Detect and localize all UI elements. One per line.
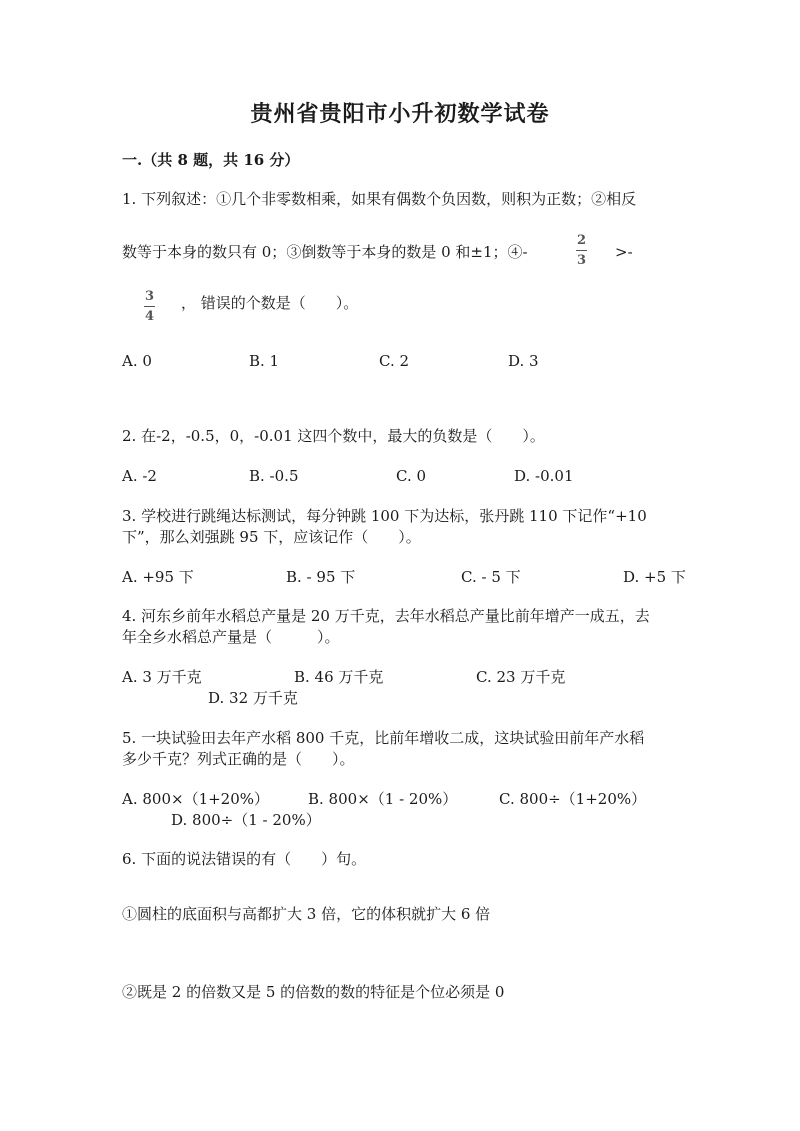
q5-line2: 多少千克？列式正确的是（ ）。 <box>122 750 355 768</box>
q1-line2: 数等于本身的数只有 0；③倒数等于本身的数是 0 和±1；④- <box>122 243 528 261</box>
q4-option-c: C. 23 万千克 <box>476 668 566 686</box>
q1-fraction-3-4 <box>144 289 155 324</box>
q4-option-d: D. 32 万千克 <box>208 689 298 707</box>
q1-line1: 1. 下列叙述：①几个非零数相乘，如果有偶数个负因数，则积为正数；②相反 <box>122 190 637 208</box>
q5-option-b: B. 800×（1 - 20%） <box>308 790 458 808</box>
q3-option-d: D. +5 下 <box>623 568 686 586</box>
q2-option-b: B. -0.5 <box>249 467 299 485</box>
q4-line1: 4. 河东乡前年水稻总产量是 20 万千克，去年水稻总产量比前年增产一成五，去 <box>122 607 650 625</box>
q1-option-c: C. 2 <box>379 352 410 370</box>
q5-line1: 5. 一块试验田去年产水稻 800 千克，比前年增收二成，这块试验田前年产水稻 <box>122 729 645 747</box>
q3-option-a: A. +95 下 <box>122 568 194 586</box>
q6-statement-1: ①圆柱的底面积与高都扩大 3 倍，它的体积就扩大 6 倍 <box>122 905 491 923</box>
q1-line3: ， 错误的个数是（ ）。 <box>181 294 359 312</box>
q1-option-a: A. 0 <box>122 352 152 370</box>
fraction-bar <box>144 306 155 307</box>
fraction-numerator: 2 <box>576 233 587 248</box>
fraction-denominator: 4 <box>144 309 155 324</box>
q3-line1: 3. 学校进行跳绳达标测试，每分钟跳 100 下为达标，张丹跳 110 下记作“+10 <box>122 507 647 525</box>
q3-line2: 下”，那么刘强跳 95 下，应该记作（ ）。 <box>122 528 421 546</box>
q5-option-d: D. 800÷（1 - 20%） <box>171 811 321 829</box>
q2-option-c: C. 0 <box>396 467 427 485</box>
q2-option-d: D. -0.01 <box>514 467 574 485</box>
q6-line1: 6. 下面的说法错误的有（ ）句。 <box>122 850 367 868</box>
q5-option-c: C. 800÷（1+20%） <box>499 790 647 808</box>
q2-line1: 2. 在-2，-0.5，0，-0.01 这四个数中，最大的负数是（ ）。 <box>122 427 545 445</box>
page-title: 贵州省贵阳市小升初数学试卷 <box>250 101 550 127</box>
q5-option-a: A. 800×（1+20%） <box>122 790 270 808</box>
q3-option-c: C. - 5 下 <box>461 568 521 586</box>
q4-line2: 年全乡水稻总产量是（ ）。 <box>122 628 340 646</box>
q1-option-d: D. 3 <box>508 352 539 370</box>
q1-fraction-2-3 <box>576 233 587 268</box>
fraction-numerator: 3 <box>144 289 155 304</box>
fraction-denominator: 3 <box>576 253 587 268</box>
q4-option-b: B. 46 万千克 <box>294 668 384 686</box>
q2-option-a: A. -2 <box>122 467 157 485</box>
section-heading: 一.（共 8 题，共 16 分） <box>122 151 300 169</box>
q1-greater-than: >- <box>615 243 633 261</box>
fraction-bar <box>576 250 587 251</box>
q6-statement-2: ②既是 2 的倍数又是 5 的倍数的数的特征是个位必须是 0 <box>122 983 505 1001</box>
q1-option-b: B. 1 <box>249 352 280 370</box>
q4-option-a: A. 3 万千克 <box>122 668 202 686</box>
q3-option-b: B. - 95 下 <box>286 568 356 586</box>
